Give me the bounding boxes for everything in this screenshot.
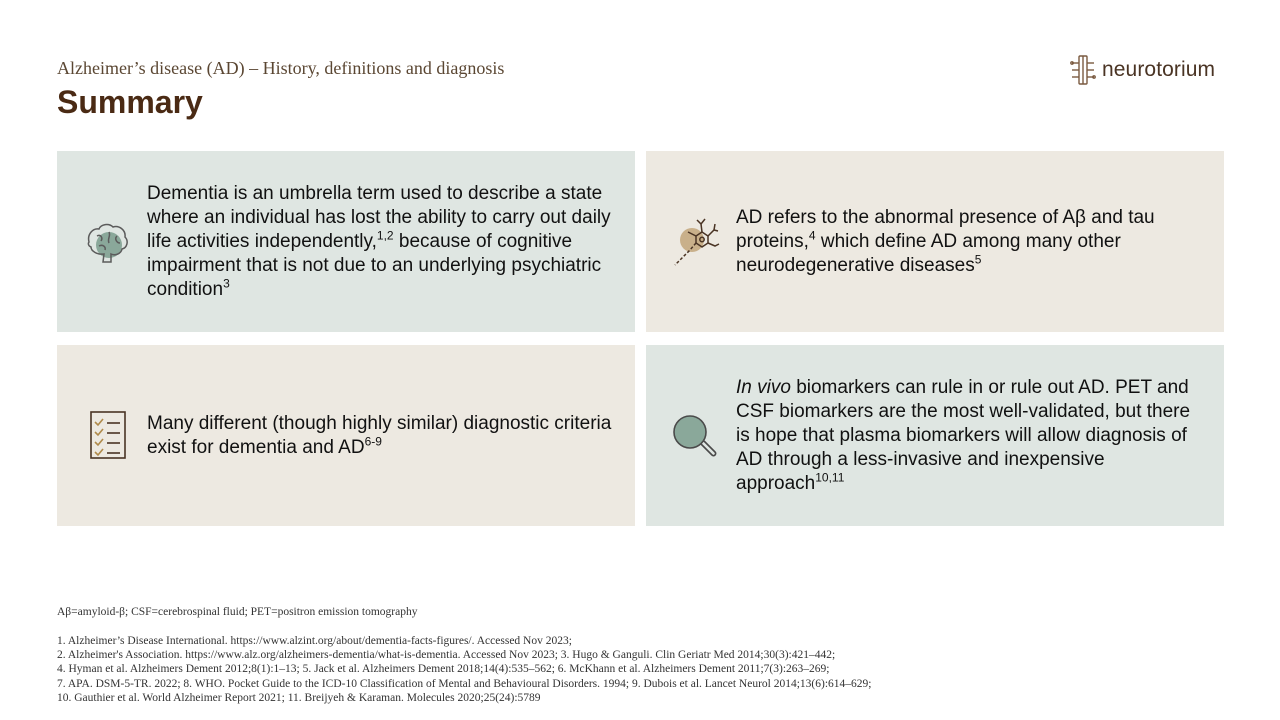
brain-icon (79, 214, 135, 270)
citation-superscript: 1,2 (376, 228, 394, 243)
checklist-icon (79, 408, 135, 464)
citation-superscript: 6-9 (364, 434, 382, 449)
page-title: Summary (57, 84, 203, 120)
reference-line: 2. Alzheimer's Association. https://www.alz.org/alzheimers-dementia/what-is-dementia. Accessed Nov 2023; 3. Hugo & Ganguli. Clin Geriatr Med 2014;30(3):421–442; (57, 649, 836, 662)
neurotorium-logo-icon (1070, 54, 1096, 86)
dementia-panel (57, 151, 635, 332)
presentation-subtitle: Alzheimer’s disease (AD) – History, definitions and diagnosis (57, 58, 505, 78)
references (57, 634, 871, 705)
biomarkers-text: In vivo biomarkers can rule in or rule out AD. PET and CSF biomarkers are the most well-validated, but there is hope that plasma biomarkers will allow diagnosis of AD through a less-invasive and inexpensive approach$^{10,11}$ (736, 376, 1191, 494)
diagnostic-criteria-text: Many different (though highly similar) diagnostic criteria exist for dementia and AD$^{6-9}$ (147, 412, 612, 458)
reference-line: 1. Alzheimer’s Disease International. https://www.alzint.org/about/dementia-facts-figures/. Accessed Nov 2023; (57, 635, 572, 647)
neuron-icon (668, 214, 724, 270)
citation-superscript: 5 (974, 252, 982, 267)
magnifier-icon (668, 408, 724, 464)
logo-text: neurotorium (1102, 58, 1216, 81)
ad-definition-panel (646, 151, 1224, 332)
citation-superscript: 3 (223, 276, 230, 291)
dementia-text: Dementia is an umbrella term used to describe a state where an individual has lost the ability to carry out daily life activities independently,$^{1,2}$ because of cognitive impairment that is not due to an underlying psychiatric condition$^3$ (147, 182, 611, 300)
ad-definition-text: AD refers to the abnormal presence of Aβ and tau proteins,$^4$ which define AD among many other neurodegenerative diseases$^5$ (736, 206, 1155, 276)
reference-line: 4. Hyman et al. Alzheimers Dement 2012;8(1):1–13; 5. Jack et al. Alzheimers Dement 2018;14(4):535–562; 6. McKhann et al. Alzheimers Dement 2011;7(3):263–269; (57, 663, 830, 676)
citation-superscript: 10,11 (815, 470, 845, 485)
citation-superscript: 4 (808, 228, 816, 243)
reference-line: 7. APA. DSM-5-TR. 2022; 8. WHO. Pocket Guide to the ICD-10 Classification of Mental and Behavioural Disorders. 1994; 9. Dubois et al. Lancet Neurol 2014;13(6):614–629; (57, 677, 872, 690)
reference-line: 10. Gauthier et al. World Alzheimer Report 2021; 11. Breijyeh & Karaman. Molecules 2020;25(24):5789 (57, 691, 541, 704)
diagnostic-criteria-panel (57, 345, 635, 526)
neurotorium-logo (1070, 53, 1230, 87)
abbreviations: Aβ=amyloid-β; CSF=cerebrospinal fluid; PET=positron emission tomography (57, 606, 418, 618)
biomarkers-panel (646, 345, 1224, 526)
